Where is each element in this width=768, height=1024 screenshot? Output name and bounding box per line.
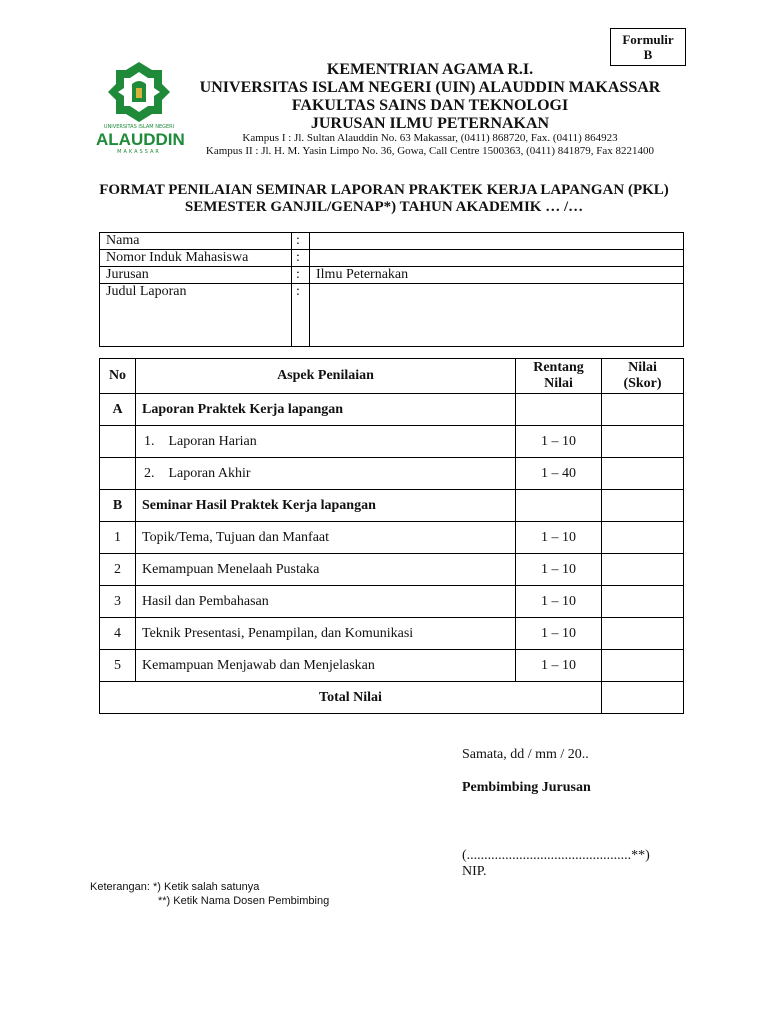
- row-no: [100, 458, 136, 490]
- row-aspect: Teknik Presentasi, Penampilan, dan Komunikasi: [136, 618, 516, 650]
- logo-city: MAKASSAR: [117, 149, 161, 155]
- row-score[interactable]: [602, 394, 684, 426]
- row-score[interactable]: [602, 458, 684, 490]
- table-row: [100, 522, 684, 554]
- table-row: [100, 394, 684, 426]
- total-row: [100, 682, 684, 714]
- row-no: 1: [100, 522, 136, 554]
- row-score[interactable]: [602, 618, 684, 650]
- form-code-label: Formulir: [622, 32, 674, 47]
- signer-name-line: (...............................................**): [462, 848, 650, 863]
- row-range: 1 – 10: [516, 522, 602, 554]
- row-range: 1 – 10: [516, 618, 602, 650]
- row-aspect: Seminar Hasil Praktek Kerja lapangan: [136, 490, 516, 522]
- header-score: Nilai (Skor): [602, 359, 684, 394]
- table-row: [100, 586, 684, 618]
- identity-label: Jurusan: [100, 267, 292, 284]
- row-aspect: Kemampuan Menjawab dan Menjelaskan: [136, 650, 516, 682]
- identity-value[interactable]: [310, 284, 684, 347]
- logo-top-text: UNIVERSITAS ISLAM NEGERI: [103, 124, 175, 130]
- table-row: [100, 554, 684, 586]
- row-aspect: 2. Laporan Akhir: [136, 458, 516, 490]
- row-aspect: Topik/Tema, Tujuan dan Manfaat: [136, 522, 516, 554]
- row-aspect: Kemampuan Menelaah Pustaka: [136, 554, 516, 586]
- place-date: Samata, dd / mm / 20..: [462, 747, 589, 762]
- identity-value[interactable]: [310, 233, 684, 250]
- row-no: A: [100, 394, 136, 426]
- identity-label: Nomor Induk Mahasiswa: [100, 250, 292, 267]
- row-score[interactable]: [602, 426, 684, 458]
- row-score[interactable]: [602, 586, 684, 618]
- row-score[interactable]: [602, 554, 684, 586]
- row-range: [516, 394, 602, 426]
- row-aspect: Hasil dan Pembahasan: [136, 586, 516, 618]
- note-line-1: Keterangan: *) Ketik salah satunya: [90, 881, 260, 893]
- identity-value[interactable]: [310, 250, 684, 267]
- identity-value[interactable]: Ilmu Peternakan: [310, 267, 684, 284]
- row-no: 4: [100, 618, 136, 650]
- table-row: [100, 618, 684, 650]
- university-logo: [96, 58, 185, 158]
- row-no: 2: [100, 554, 136, 586]
- row-range: 1 – 10: [516, 586, 602, 618]
- total-score[interactable]: [602, 682, 684, 714]
- identity-separator: :: [292, 250, 310, 267]
- header-faculty: FAKULTAS SAINS DAN TEKNOLOGI: [291, 97, 569, 114]
- header-aspect: Aspek Penilaian: [136, 359, 516, 394]
- row-aspect: Laporan Praktek Kerja lapangan: [136, 394, 516, 426]
- header-university: UNIVERSITAS ISLAM NEGERI (UIN) ALAUDDIN MAKASSAR: [199, 79, 661, 96]
- total-label: Total Nilai: [100, 682, 602, 714]
- table-row: [100, 650, 684, 682]
- form-code-letter: B: [643, 47, 653, 62]
- header-range: Rentang Nilai: [516, 359, 602, 394]
- row-no: B: [100, 490, 136, 522]
- row-range: 1 – 10: [516, 554, 602, 586]
- identity-label: Nama: [100, 233, 292, 250]
- identity-separator: :: [292, 284, 310, 347]
- header-address-1: Kampus I : Jl. Sultan Alauddin No. 63 Makassar, (0411) 868720, Fax. (0411) 864923: [242, 132, 618, 144]
- row-range: [516, 490, 602, 522]
- identity-row-report-title: [100, 284, 684, 347]
- note-line-2: **) Ketik Nama Dosen Pembimbing: [158, 895, 330, 907]
- row-no: 5: [100, 650, 136, 682]
- identity-row-department: [100, 267, 684, 284]
- row-range: 1 – 40: [516, 458, 602, 490]
- table-row: [100, 426, 684, 458]
- identity-table: [99, 232, 684, 347]
- signer-nip: NIP.: [462, 864, 487, 879]
- identity-label: Judul Laporan: [100, 284, 292, 347]
- row-aspect: 1. Laporan Harian: [136, 426, 516, 458]
- row-no: [100, 426, 136, 458]
- table-row: [100, 490, 684, 522]
- identity-row-name: [100, 233, 684, 250]
- document-subtitle: SEMESTER GANJIL/GENAP*) TAHUN AKADEMIK … /…: [184, 199, 584, 215]
- assessment-table: [99, 358, 684, 714]
- row-range: 1 – 10: [516, 650, 602, 682]
- header-address-2: Kampus II : Jl. H. M. Yasin Limpo No. 36, Gowa, Call Centre 1500363, (0411) 841879, Fax 8221400: [205, 145, 655, 157]
- signer-role: Pembimbing Jurusan: [462, 780, 591, 795]
- header-ministry: KEMENTRIAN AGAMA R.I.: [326, 61, 534, 78]
- table-row: [100, 458, 684, 490]
- row-score[interactable]: [602, 490, 684, 522]
- identity-separator: :: [292, 267, 310, 284]
- row-range: 1 – 10: [516, 426, 602, 458]
- identity-row-nim: [100, 250, 684, 267]
- row-score[interactable]: [602, 650, 684, 682]
- header-no: No: [100, 359, 136, 394]
- identity-separator: :: [292, 233, 310, 250]
- header-department: JURUSAN ILMU PETERNAKAN: [310, 115, 550, 132]
- row-score[interactable]: [602, 522, 684, 554]
- document-title: FORMAT PENILAIAN SEMINAR LAPORAN PRAKTEK KERJA LAPANGAN (PKL): [99, 182, 669, 198]
- assessment-header-row: [100, 359, 684, 394]
- logo-name: ALAUDDIN: [96, 130, 185, 149]
- row-no: 3: [100, 586, 136, 618]
